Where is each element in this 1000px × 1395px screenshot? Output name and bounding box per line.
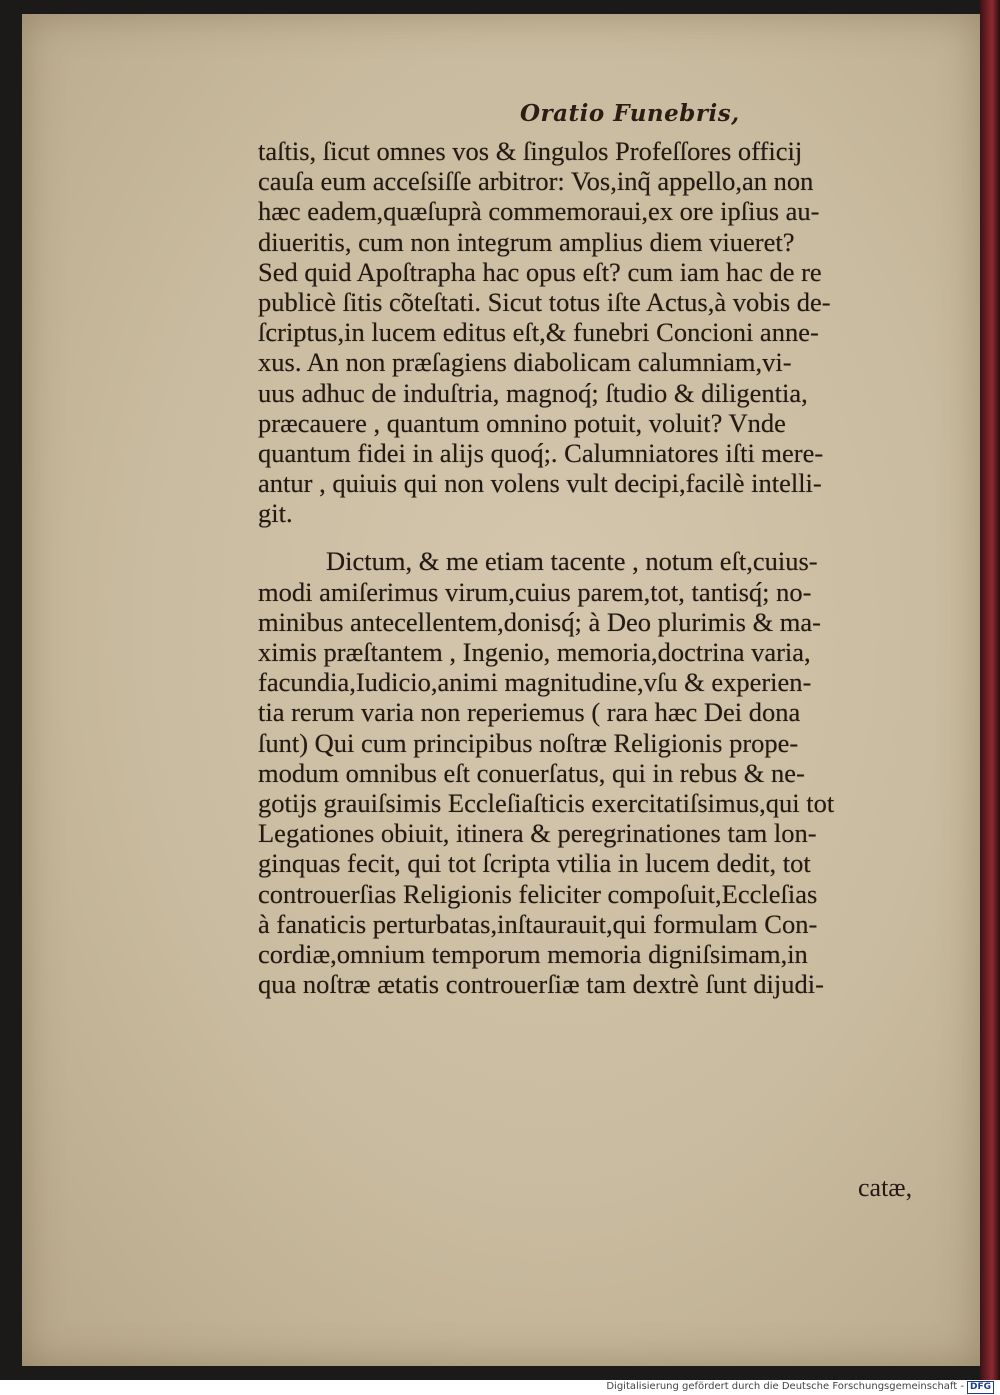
text-line: xus. An non præſagiens diabolicam calumniam,vi-	[258, 347, 792, 378]
text-line: taſtis, ſicut omnes vos & ſingulos Profeſſores officij	[258, 136, 803, 166]
dfg-logo: DFG	[967, 1381, 994, 1394]
text-line: à fanaticis perturbatas,inſtaurauit,qui formulam Con-	[258, 908, 818, 939]
text-line: ſunt) Qui cum principibus noſtræ Religionis prope-	[258, 727, 799, 758]
funding-notice: Digitalisierung gefördert durch die Deutsche Forschungsgemeinschaft -	[606, 1381, 964, 1392]
text-line: git.	[258, 498, 293, 529]
book-edge	[980, 0, 1000, 1380]
text-line: cauſa eum acceſsiſſe arbitror: Vos,inq̃ appello,an non	[258, 166, 814, 197]
text-line: ximis præſtantem , Ingenio, memoria,doctrina varia,	[258, 637, 811, 667]
text-line: publicè ſitis cõteſtati. Sicut totus iſte Actus,à vobis de-	[258, 286, 831, 317]
text-line: minibus antecellentem,donisq́; à Deo plurimis & ma-	[258, 606, 822, 637]
paragraph-gap	[258, 528, 958, 546]
text-line: antur , quiuis qui non volens vult decipi,facilè intelli-	[258, 468, 822, 499]
text-line: ginquas fecit, qui tot ſcripta vtilia in lucem dedit, tot	[258, 848, 811, 879]
text-line: qua noſtræ ætatis controuerſiæ tam dextrè ſunt dijudi-	[258, 969, 824, 1000]
catchword: catæ,	[858, 1173, 913, 1202]
text-line: hæc eadem,quæſuprà commemoraui,ex ore ipſius au-	[258, 196, 820, 227]
text-line: Sed quid Apoſtrapha hac opus eſt? cum iam hac de re	[258, 256, 822, 287]
text-line: modum omnibus eſt conuerſatus, qui in rebus & ne-	[258, 757, 805, 788]
text-line: ſcriptus,in lucem editus eſt,& funebri Concioni anne-	[258, 317, 819, 348]
text-line: tia rerum varia non reperiemus ( rara hæc Dei dona	[258, 697, 801, 728]
digitization-footer	[0, 1380, 1000, 1395]
text-line: præcauere , quantum omnino potuit, voluit? Vnde	[258, 407, 786, 438]
text-line: Legationes obiuit, itinera & peregrinationes tam lon-	[258, 818, 817, 849]
text-line: facundia,Iudicio,animi magnitudine,vſu & experien-	[258, 667, 812, 698]
text-line: quantum fidei in alijs quoq́;. Calumniatores iſti mere-	[258, 437, 824, 468]
body-text	[258, 136, 958, 999]
text-line: Dictum, & me etiam tacente , notum eſt,cuius-	[326, 546, 818, 577]
text-line: controuerſias Religionis feliciter compoſuit,Eccleſias	[258, 878, 818, 909]
text-line: cordiæ,omnium temporum memoria digniſsimam,in	[258, 938, 808, 969]
text-line: uus adhuc de induſtria, magnoq́; ſtudio & diligentia,	[258, 377, 808, 408]
text-line: diueritis, cum non integrum amplius diem viueret?	[258, 226, 795, 257]
text-line: modi amiſerimus virum,cuius parem,tot, tantisq́; no-	[258, 576, 812, 607]
text-line: gotijs grauiſsimis Eccleſiaſticis exercitatiſsimus,qui tot	[258, 787, 835, 818]
running-head: Oratio Funebris,	[520, 100, 740, 127]
